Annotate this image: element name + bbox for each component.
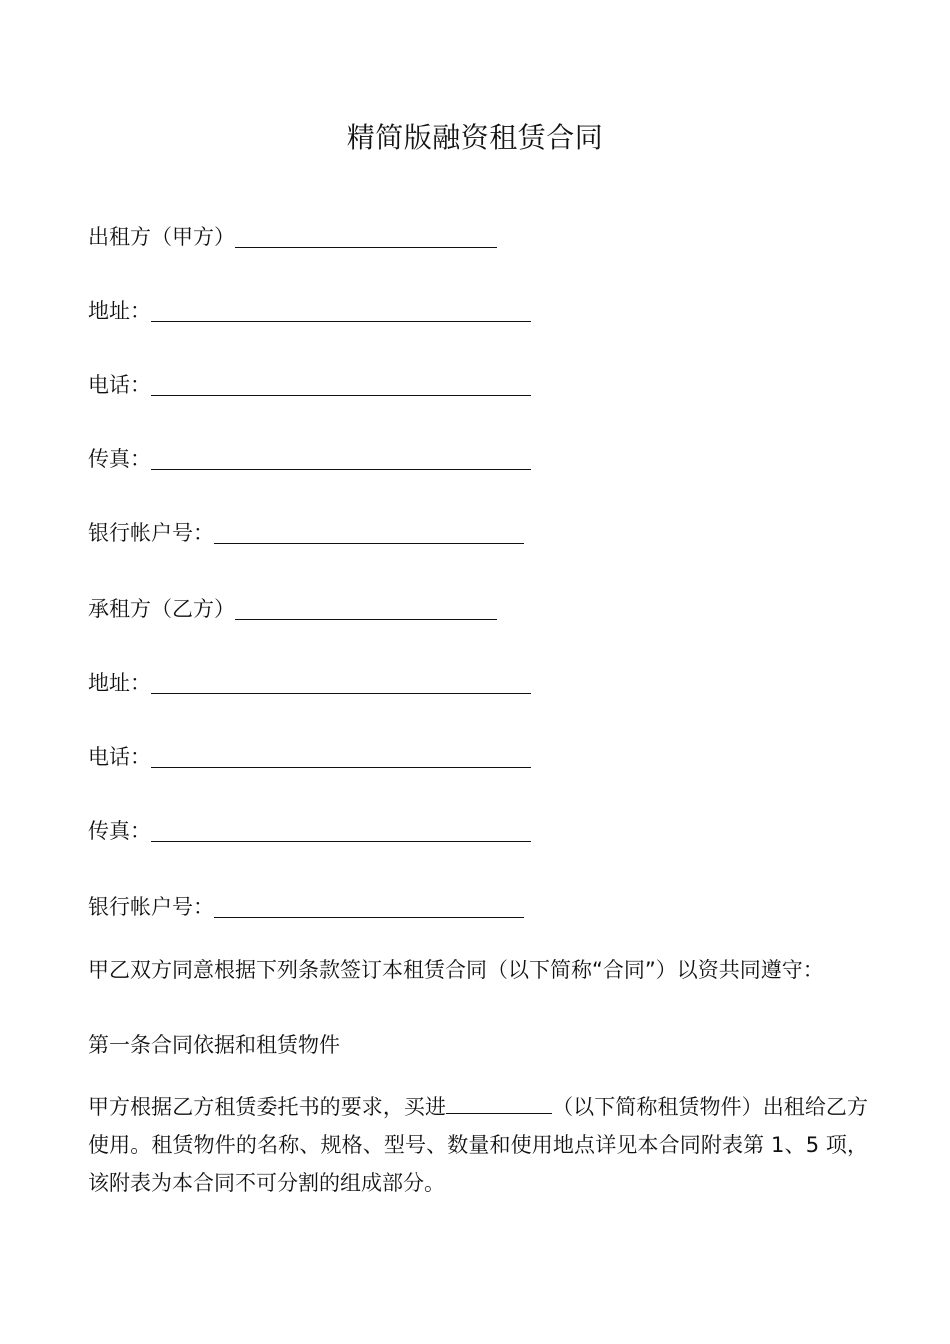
- lessee-phone-line: [88, 738, 531, 772]
- lessor-fax-label: 传真：: [88, 447, 151, 471]
- lessor-name-blank[interactable]: [235, 223, 497, 248]
- lessee-bank-label: 银行帐户号：: [88, 895, 214, 919]
- lessor-address-label: 地址：: [88, 299, 151, 323]
- leased-item-blank[interactable]: [446, 1093, 552, 1114]
- lessee-phone-blank[interactable]: [151, 743, 531, 768]
- document-title: 精简版融资租赁合同: [346, 121, 604, 154]
- lessor-phone-line: [88, 366, 531, 400]
- article-1-text-before: 甲方根据乙方租赁委托书的要求，买进: [88, 1095, 447, 1119]
- lessor-bank-line: [88, 514, 524, 548]
- article-1-text-after: （以下简称租赁物件）出租给乙方使用。租赁物件的名称、规格、型号、数量和使用地点详见本合同附表第 1、5 项，该附表为本合同不可分割的组成部分。: [88, 1095, 868, 1195]
- lessee-address-label: 地址：: [88, 671, 151, 695]
- lessee-fax-line: [88, 812, 531, 846]
- lessor-bank-label: 银行帐户号：: [88, 521, 214, 545]
- lessee-name-line: [88, 590, 497, 624]
- lessor-phone-label: 电话：: [88, 373, 151, 397]
- lessor-name-line: [88, 218, 497, 252]
- intro-paragraph: 甲乙双方同意根据下列条款签订本租赁合同（以下简称“合同”）以资共同遵守：: [88, 958, 824, 982]
- lessor-phone-blank[interactable]: [151, 371, 531, 396]
- lessee-address-line: [88, 664, 531, 698]
- lessor-address-line: [88, 292, 531, 326]
- lessee-name-label: 承租方（乙方）: [88, 597, 235, 621]
- lessee-fax-blank[interactable]: [151, 817, 531, 842]
- lessee-fax-label: 传真：: [88, 819, 151, 843]
- article-1-heading: 第一条合同依据和租赁物件: [88, 1033, 340, 1057]
- article-1-paragraph: [88, 1088, 868, 1202]
- lessee-bank-blank[interactable]: [214, 893, 524, 918]
- lessor-bank-blank[interactable]: [214, 519, 524, 544]
- lessee-phone-label: 电话：: [88, 745, 151, 769]
- lessee-address-blank[interactable]: [151, 669, 531, 694]
- lessee-bank-line: [88, 888, 524, 922]
- lessee-name-blank[interactable]: [235, 595, 497, 620]
- lessor-fax-blank[interactable]: [151, 445, 531, 470]
- lessor-address-blank[interactable]: [151, 297, 531, 322]
- lessor-name-label: 出租方（甲方）: [88, 225, 235, 249]
- lessor-fax-line: [88, 440, 531, 474]
